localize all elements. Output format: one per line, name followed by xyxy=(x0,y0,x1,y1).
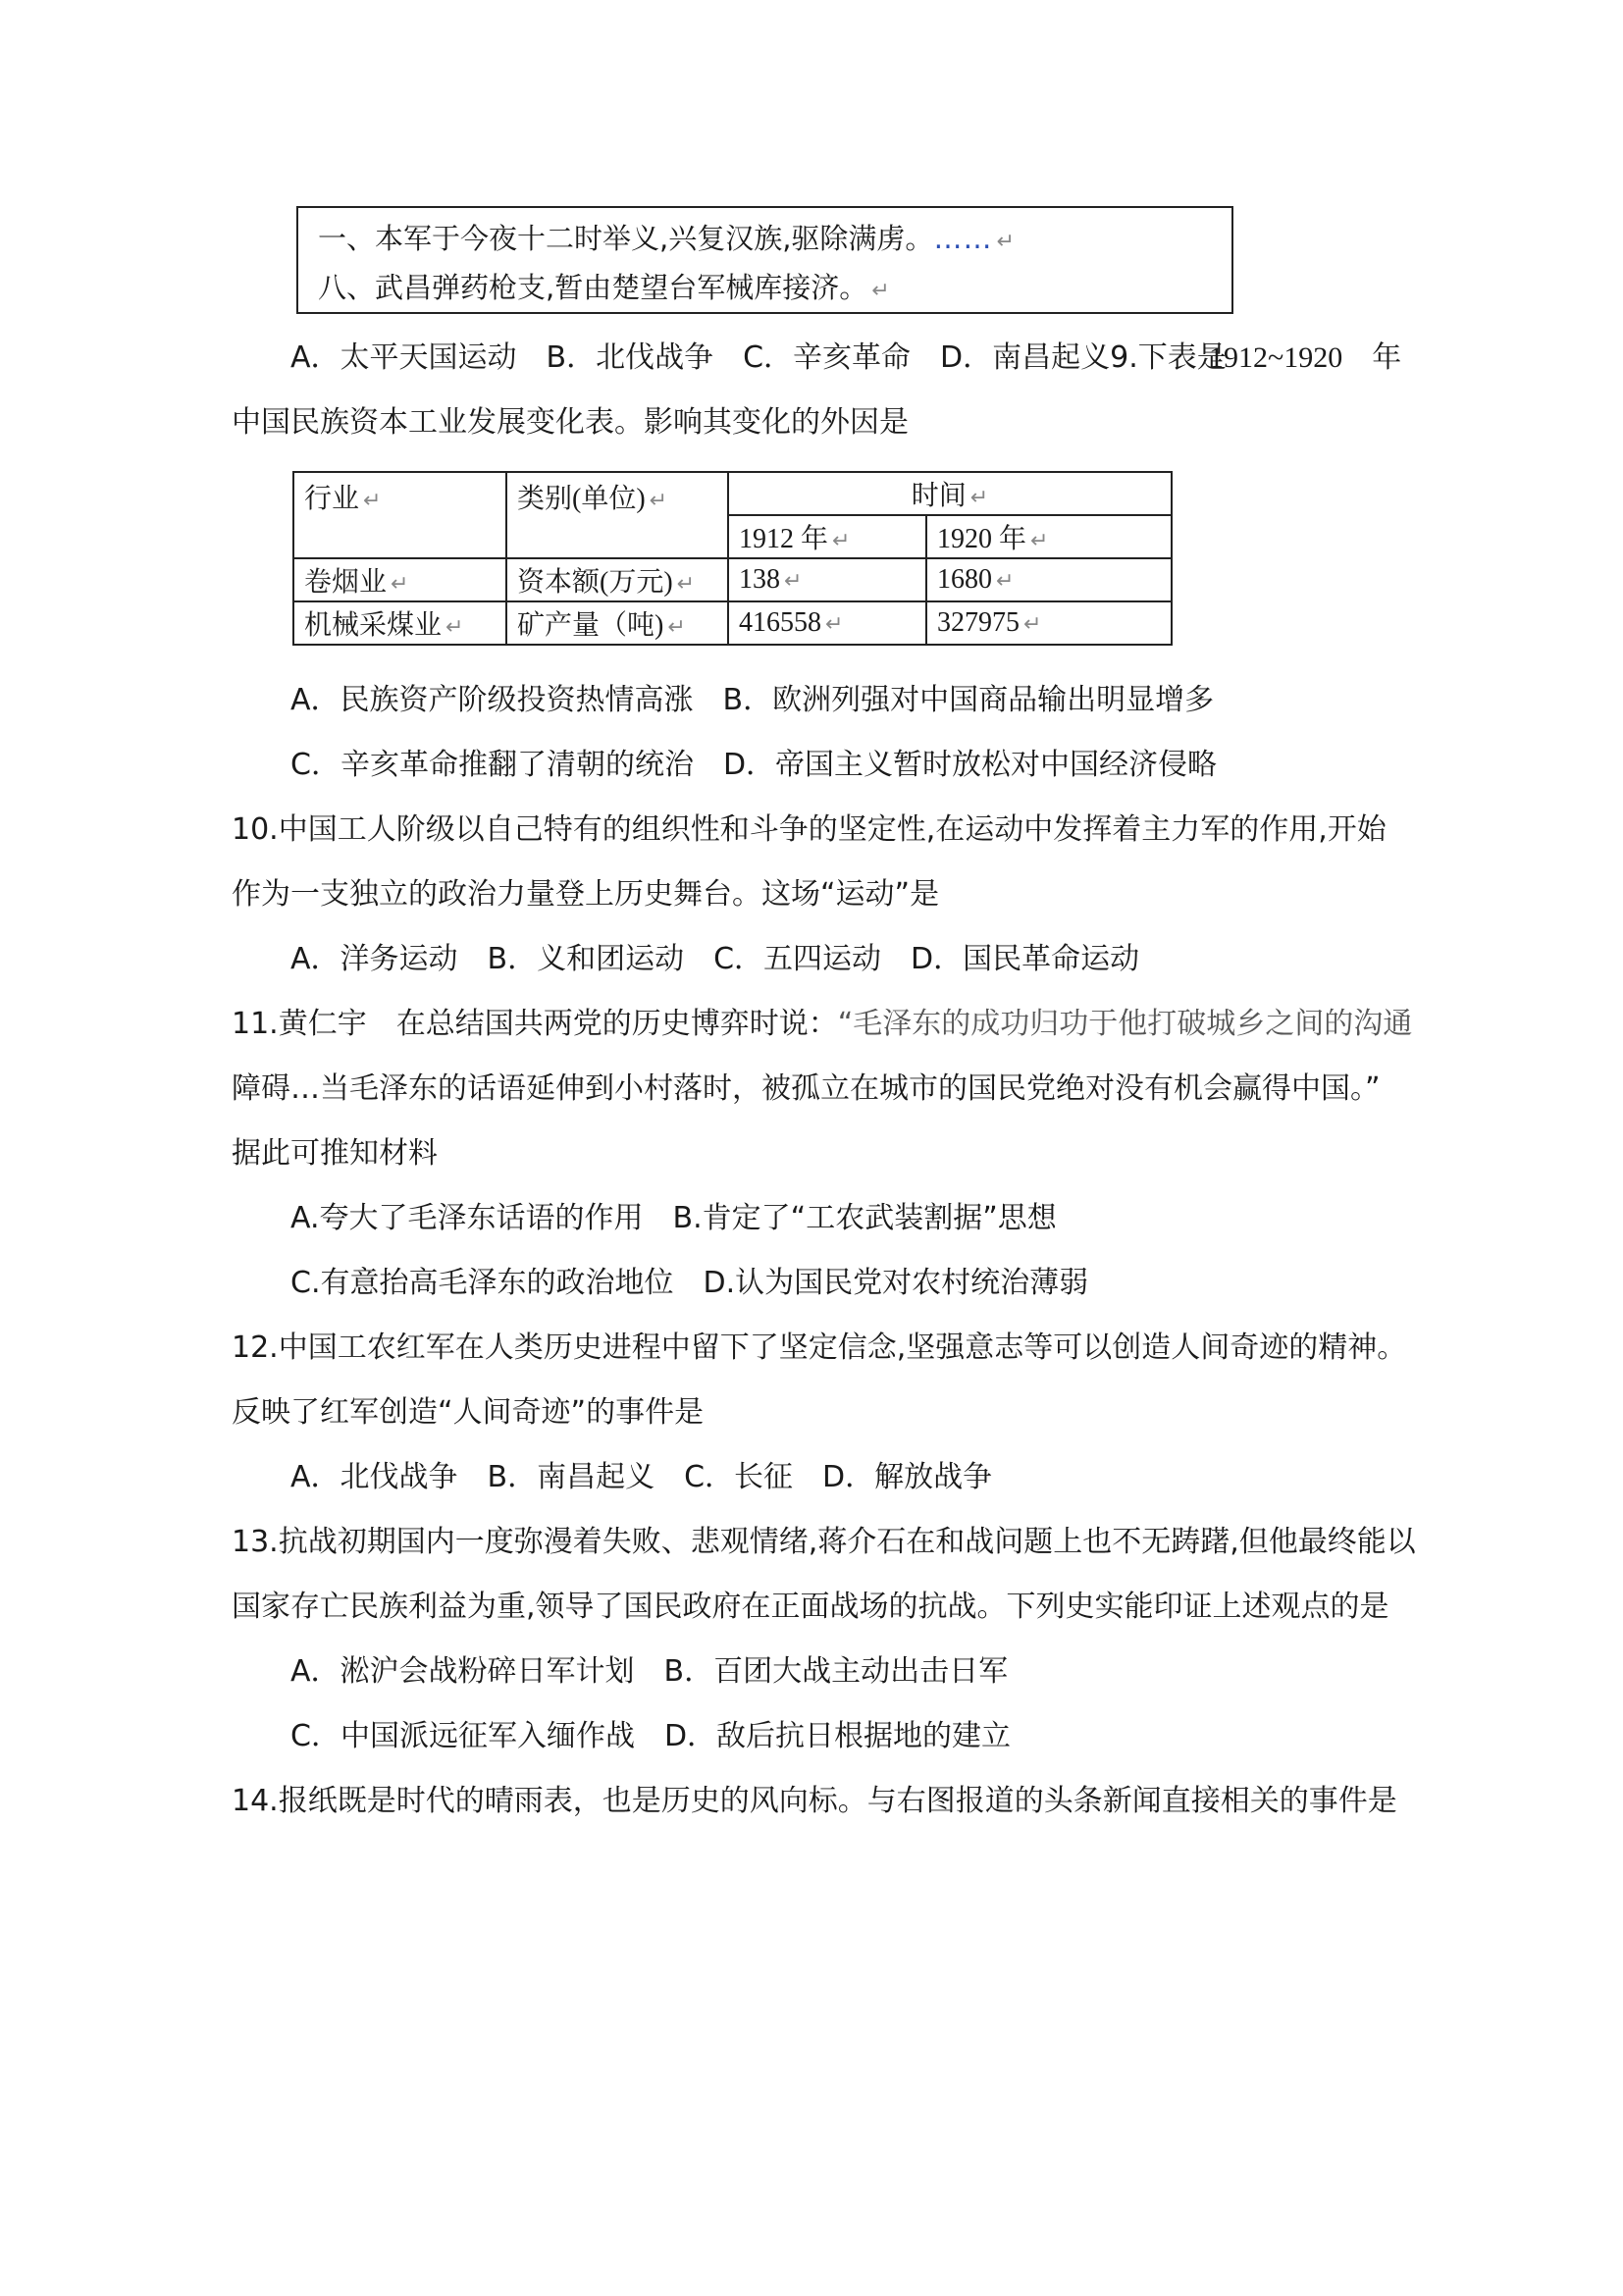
row-value-1920: 327975 ↵ xyxy=(926,601,1172,645)
quote-line-2 xyxy=(318,265,1212,314)
return-mark-icon: ↵ xyxy=(871,279,890,303)
q11-stem-line3: 据此可推知材料 xyxy=(232,1136,438,1171)
row-industry: 卷烟业 ↵ xyxy=(293,558,506,601)
row-category: 资本额(万元) ↵ xyxy=(506,558,728,601)
q11-stem-line2: 障碍…当毛泽东的话语延伸到小村落时，被孤立在城市的国民党绝对没有机会赢得中国。” xyxy=(232,1071,1381,1106)
q9-options-line2: C．辛亥革命推翻了清朝的统治 D．帝国主义暂时放松对中国经济侵略 xyxy=(290,748,1218,782)
q9-options-line1: A．民族资产阶级投资热情高涨 B．欧洲列强对中国商品输出明显增多 xyxy=(290,683,1215,717)
q8-options: A．太平天国运动 B．北伐战争 C．辛亥革命 D．南昌起义9.下表是 xyxy=(290,340,1227,375)
quote-text-2: 八、武昌弹药枪支,暂由楚望台军械库接济。 xyxy=(318,271,868,304)
q12-options: A．北伐战争 B．南昌起义 C．长征 D．解放战争 xyxy=(290,1460,993,1494)
header-year-1920: 1920 年 ↵ xyxy=(926,515,1172,558)
q10-options: A．洋务运动 B．义和团运动 C．五四运动 D．国民革命运动 xyxy=(290,942,1140,976)
header-year-1912: 1912 年 ↵ xyxy=(728,515,926,558)
q11-options-line1: A.夸大了毛泽东话语的作用 B.肯定了“工农武装割据”思想 xyxy=(290,1201,1057,1235)
q12-stem-line2: 反映了红军创造“人间奇迹”的事件是 xyxy=(232,1395,705,1430)
q10-stem-line1: 10.中国工人阶级以自己特有的组织性和斗争的坚定性,在运动中发挥着主力军的作用,开始 xyxy=(232,812,1387,847)
header-industry: 行业 ↵ xyxy=(293,472,506,558)
quote-line-1 xyxy=(318,216,1212,265)
q13-stem-line1: 13.抗战初期国内一度弥漫着失败、悲观情绪,蒋介石在和战问题上也不无踌躇,但他最终能以 xyxy=(232,1525,1416,1559)
row-value-1912: 138 ↵ xyxy=(728,558,926,601)
q14-stem-line1: 14.报纸既是时代的晴雨表，也是历史的风向标。与右图报道的头条新闻直接相关的事件是 xyxy=(232,1784,1397,1818)
q13-options-line1: A．淞沪会战粉碎日军计划 B．百团大战主动出击日军 xyxy=(290,1654,1009,1689)
q10-stem-line2: 作为一支独立的政治力量登上历史舞台。这场“运动”是 xyxy=(232,877,940,912)
q11-stem-line1: 11.黄仁宇 在总结国共两党的历史博弈时说：“毛泽东的成功归功于他打破城乡之间的沟通 xyxy=(232,1007,1413,1041)
ellipsis: …… xyxy=(933,222,993,255)
q9-years: 1912~1920 年 xyxy=(1209,341,1402,374)
row-value-1920: 1680 ↵ xyxy=(926,558,1172,601)
table-row xyxy=(293,558,1172,601)
quote-box xyxy=(296,206,1233,314)
header-category: 类别(单位) ↵ xyxy=(506,472,728,558)
row-category: 矿产量（吨) ↵ xyxy=(506,601,728,645)
row-industry: 机械采煤业 ↵ xyxy=(293,601,506,645)
table-row xyxy=(293,601,1172,645)
industry-table xyxy=(292,471,1173,646)
q13-stem-line2: 国家存亡民族利益为重,领导了国民政府在正面战场的抗战。下列史实能印证上述观点的是 xyxy=(232,1590,1389,1624)
q9-stem-line2: 中国民族资本工业发展变化表。影响其变化的外因是 xyxy=(232,405,909,440)
return-mark-icon: ↵ xyxy=(996,230,1015,254)
header-time: 时间 ↵ xyxy=(728,472,1172,515)
q12-stem-line1: 12.中国工农红军在人类历史进程中留下了坚定信念,坚强意志等可以创造人间奇迹的精神。 xyxy=(232,1331,1407,1365)
q9-stem-start: 9.下表是 xyxy=(1110,340,1227,375)
quote-text-1: 一、本军于今夜十二时举义,兴复汉族,驱除满虏。 xyxy=(318,222,934,255)
q11-options-line2: C.有意抬高毛泽东的政治地位 D.认为国民党对农村统治薄弱 xyxy=(290,1266,1089,1300)
row-value-1912: 416558 ↵ xyxy=(728,601,926,645)
q13-options-line2: C．中国派远征军入缅作战 D．敌后抗日根据地的建立 xyxy=(290,1719,1012,1753)
